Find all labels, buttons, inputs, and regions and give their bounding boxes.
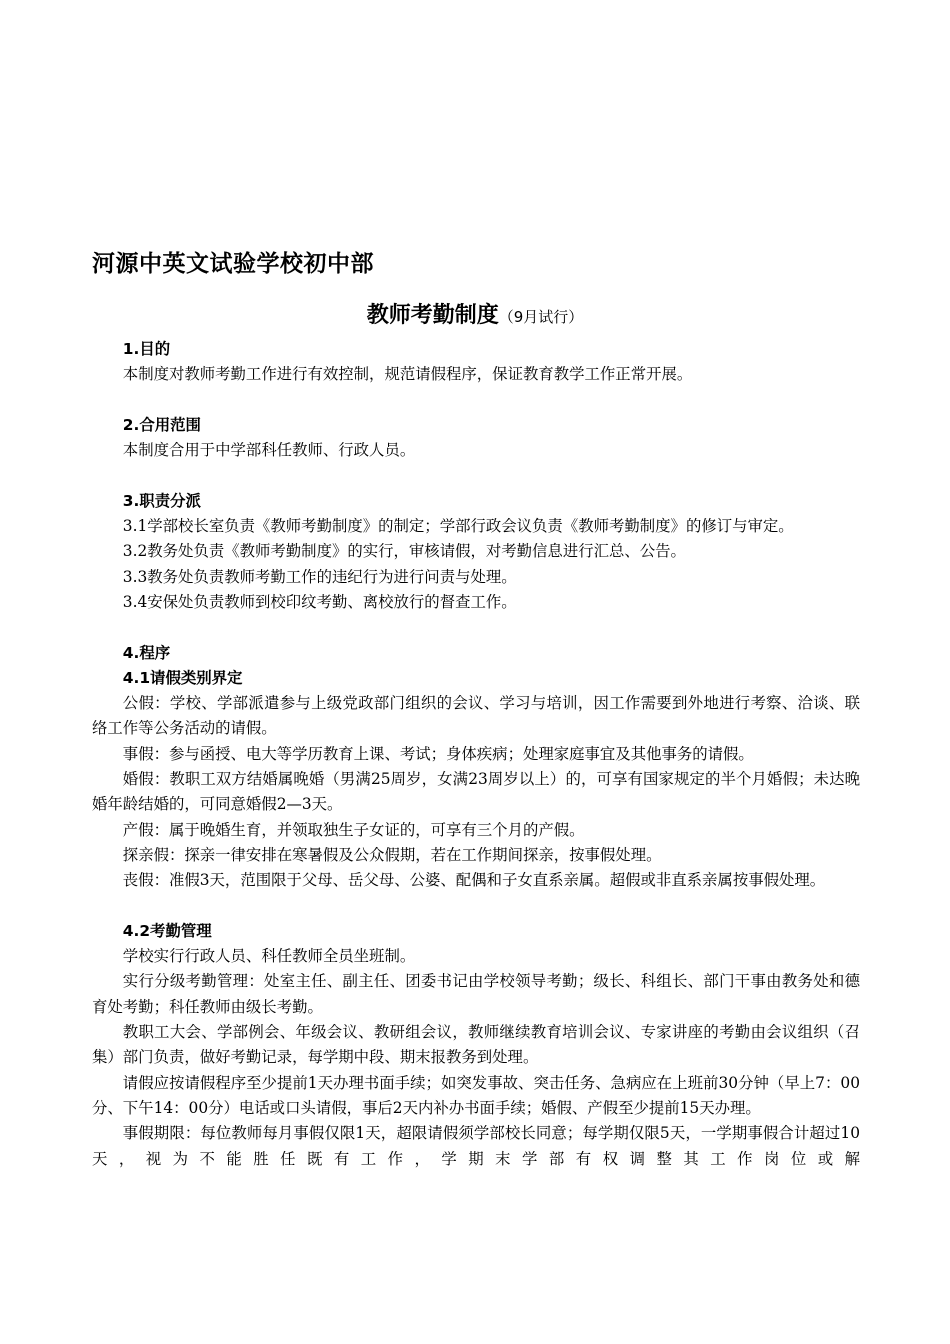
subsection-heading-leave-types: 4.1请假类别界定: [122, 668, 243, 687]
paragraph: 丧假：准假3天，范围限于父母、岳父母、公婆、配偶和子女直系亲属。超假或非直系亲属按事假处理。: [122, 871, 826, 890]
paragraph: 3.1学部校长室负责《教师考勤制度》的制定；学部行政会议负责《教师考勤制度》的修订与审定。: [122, 517, 794, 536]
document-title-main: 教师考勤制度: [366, 303, 499, 328]
document-title: [0, 298, 950, 329]
paragraph: 3.4安保处负责教师到校印纹考勤、离校放行的督查工作。: [122, 592, 517, 611]
paragraph: 事假期限：每位教师每月事假仅限1天，超限请假须学部校长同意；每学期仅限5天，一学期事假合计超过10天，视为不能胜任既有工作，学期末学部有权调整其工作岗位或解: [92, 1124, 860, 1168]
paragraph: 3.3教务处负责教师考勤工作的违纪行为进行问责与处理。: [122, 567, 517, 586]
section-heading-scope: 2.合用范围: [122, 415, 201, 434]
paragraph: 本制度合用于中学部科任教师、行政人员。: [122, 441, 416, 460]
paragraph: 3.2教务处负责《教师考勤制度》的实行，审核请假，对考勤信息进行汇总、公告。: [122, 542, 686, 561]
paragraph: 探亲假：探亲一律安排在寒暑假及公众假期，若在工作期间探亲，按事假处理。: [122, 845, 662, 864]
paragraph: 婚假：教职工双方结婚属晚婚（男满25周岁，女满23周岁以上）的，可享有国家规定的半个月婚假；未达晚婚年龄结婚的，可同意婚假2—3天。: [92, 770, 860, 814]
paragraph: 公假：学校、学部派遣参与上级党政部门组织的会议、学习与培训，因工作需要到外地进行考察、洽谈、联络工作等公务活动的请假。: [92, 694, 860, 738]
paragraph: 教职工大会、学部例会、年级会议、教研组会议，教师继续教育培训会议、专家讲座的考勤由会议组织（召集）部门负责，做好考勤记录，每学期中段、期末报教务到处理。: [92, 1023, 860, 1067]
paragraph: 产假：属于晚婚生育，并领取独生子女证的，可享有三个月的产假。: [122, 820, 585, 839]
section-heading-procedure: 4.程序: [122, 643, 171, 662]
paragraph: 学校实行行政人员、科任教师全员坐班制。: [122, 947, 416, 966]
section-heading-purpose: 1.目的: [122, 340, 171, 358]
paragraph: 请假应按请假程序至少提前1天办理书面手续；如突发事故、突击任务、急病应在上班前30分钟（早上7：00分、下午14：00分）电话或口头请假，事后2天内补办书面手续；婚假、产假至少提前15天办理。: [92, 1073, 860, 1117]
paragraph: 本制度对教师考勤工作进行有效控制，规范请假程序，保证教育教学工作正常开展。: [122, 365, 693, 384]
school-title: 河源中英文试验学校初中部: [92, 251, 374, 277]
section-heading-duties: 3.职责分派: [122, 491, 201, 510]
subsection-heading-attendance: 4.2考勤管理: [122, 921, 212, 940]
document-body: [92, 337, 860, 1172]
paragraph: 事假：参与函授、电大等学历教育上课、考试；身体疾病；处理家庭事宜及其他事务的请假。: [122, 744, 754, 763]
document-title-note: （9月试行）: [498, 308, 584, 326]
paragraph: 实行分级考勤管理：处室主任、副主任、团委书记由学校领导考勤；级长、科组长、部门干事由教务处和德育处考勤；科任教师由级长考勤。: [92, 972, 860, 1016]
